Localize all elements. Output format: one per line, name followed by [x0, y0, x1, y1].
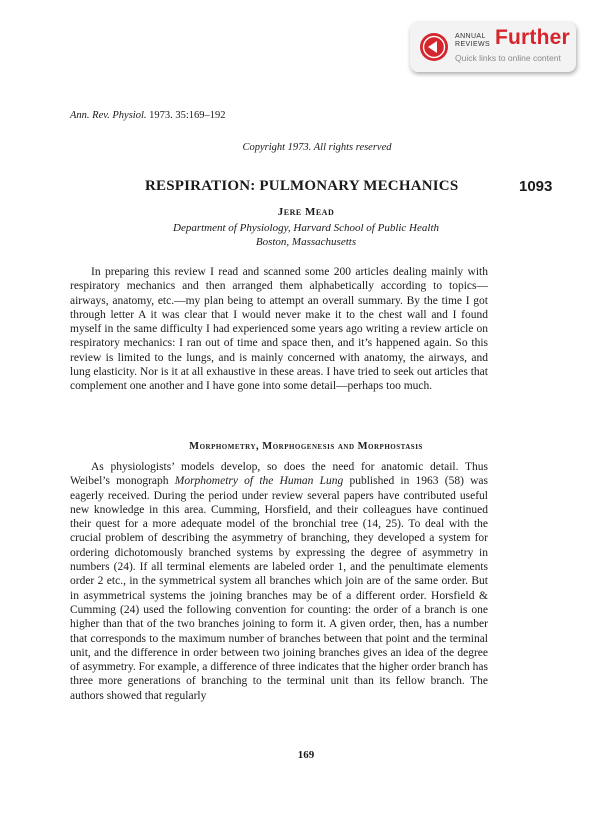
section-heading: Morphometry, Morphogenesis and Morphostasis	[189, 441, 423, 452]
paragraph-morphometry	[70, 460, 488, 703]
badge-further: Further	[495, 26, 570, 49]
affiliation-location: Boston, Massachusetts	[255, 236, 357, 248]
badge-subtitle: Quick links to online content	[455, 53, 561, 63]
monograph-title: Morphometry of the Human Lung	[174, 475, 344, 488]
badge-reviews: REVIEWS	[455, 41, 491, 48]
copyright-notice: Copyright 1973. All rights reserved	[242, 142, 392, 153]
paragraph-morphometry-text-a: As physiologists’ models develop, so does the need for anatomic detail. Thus Weibel’s monograph	[70, 461, 488, 488]
page-code: 1093	[519, 178, 553, 195]
paragraph-morphometry-text-b: published in 1963 (58) was eagerly received. During the period under review several papers have contributed useful new knowledge in this area. Cumming, Horsfield, and their colleagues have continued their quest for a more adequate model of the bronchial tree (14, 25). To deal with the crucial problem of describing the asymmetry of branching, they developed a system for ordering dichotomously branched systems by expressing the degree of asymmetry in numbers (24). If all terminal elements are labeled order 1, and the penultimate elements order 2 etc., in the symmetrical system all branches which join are of the same order. But in asymmetrical systems the joining branches may be of a different order. Horsfield & Cumming (24) used the following convention for counting: the order of a branch is one higher than that of the two branches joining to form it. A given order, then, has a number that corresponds to the maximum number of branches between that point and the terminal unit, and the difference in order between two joining branches gives an idea of the degree of asymmetry. For example, a difference of three indicates that the higher order branch has three more generations of branching to the terminal unit than its fellow branch. The authors showed that regularly	[70, 475, 488, 702]
article-title: RESPIRATION: PULMONARY MECHANICS	[145, 178, 459, 194]
further-arrow-icon	[419, 32, 449, 62]
badge-annual: ANNUAL	[455, 33, 486, 40]
affiliation-department: Department of Physiology, Harvard School of Public Health	[173, 222, 439, 234]
journal-citation	[70, 110, 226, 121]
journal-name: Ann. Rev. Physiol.	[70, 110, 147, 121]
author-name: Jere Mead	[277, 206, 335, 218]
further-badge[interactable]	[410, 22, 576, 72]
journal-volume: 1973. 35:169–192	[146, 110, 226, 121]
paragraph-intro-text: In preparing this review I read and scanned some 200 articles dealing mainly with respiratory mechanics and then arranged them alphabetically according to topics—airways, anatomy, etc.—my plan being to attempt an overall summary. By the time I got through letter A it was clear that I would never make it to the chest wall and I found myself in the same difficulty I had experienced some years ago writing a review article on respiratory mechanics: I ran out of time and space then, and it’s happened again. So this review is limited to the lungs, and is mainly concerned with anatomy, the airways, and lung elasticity. Nor is it at all exhaustive in these areas. I have tried to seek out articles that complement one another and I have gone into some detail—perhaps too much.	[70, 266, 488, 393]
paragraph-intro	[70, 265, 488, 394]
page-number: 169	[297, 749, 315, 761]
